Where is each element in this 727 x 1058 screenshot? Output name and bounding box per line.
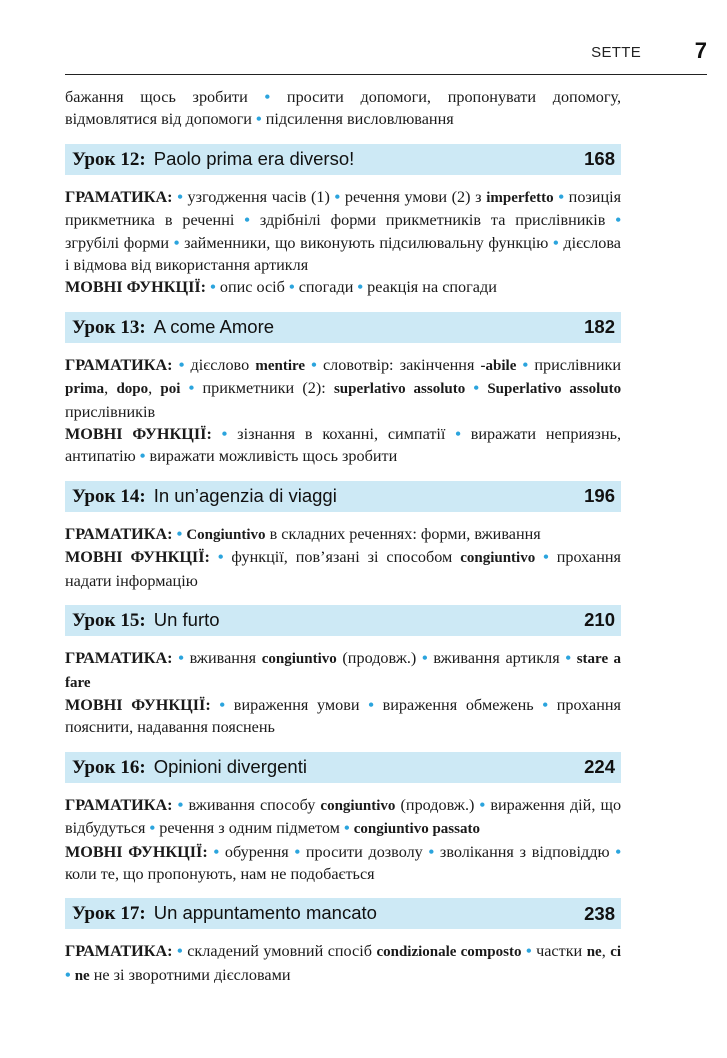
lesson-title: A come Amore: [153, 315, 275, 337]
lesson-page: 224: [584, 756, 615, 778]
bullet-icon: •: [244, 211, 250, 230]
bullet-icon: •: [178, 649, 184, 668]
bullet-icon: •: [210, 278, 216, 297]
bullet-icon: •: [343, 819, 350, 838]
lesson-grammar: ГРАМАТИКА: • вживання способу congiuntivo (продовж.) • вираження дій, що відбудуться • речення з одним підметом • congiuntivo passato МОВНІ ФУНКЦІЇ: • обурення • просити дозволу • зволікання з відповіддю • коли те, що пропонують, нам не подобається: [65, 795, 622, 883]
bullet-icon: •: [213, 842, 220, 861]
lesson-grammar: ГРАМАТИКА: • узгодження часів (1) • речення умови (2) з imperfetto • позиція прикметника в реченні • здрібнілі форми прикметників та прислівників • згрубілі форми • займенники, що виконують підсилювальну функцію • дієслова і відмова від використання артикля МОВНІ ФУНКЦІЇ: • опис осіб • спогади • реакція на спогади: [65, 187, 622, 297]
lesson-heading[interactable]: [65, 144, 621, 175]
lesson-word: Урок: [72, 148, 116, 170]
lesson-heading[interactable]: [65, 605, 621, 636]
bullet-icon: •: [479, 795, 486, 814]
intro-paragraph: бажання щось зробити • просити допомоги, пропонувати допомогу, відмовлятися від допомоги • підсилення висловлювання: [65, 88, 621, 129]
lesson-word: Урок: [72, 756, 116, 778]
bullet-icon: •: [294, 842, 301, 861]
bullet-icon: •: [217, 548, 224, 567]
lesson-title: In un’agenzia di viaggi: [153, 484, 337, 506]
bullet-icon: •: [177, 795, 184, 814]
lesson-grammar: ГРАМАТИКА: • Congiuntivo в складних реченнях: форми, вживання МОВНІ ФУНКЦІЇ: • функції, пов’язані зі способом congiuntivo • прохання надати інформацію: [65, 524, 621, 590]
lesson-number: 16:: [120, 756, 146, 778]
lesson-word: Урок: [72, 903, 116, 925]
bullet-icon: •: [334, 187, 341, 206]
bullet-icon: •: [428, 842, 435, 861]
lesson-title: Opinioni divergenti: [153, 755, 307, 777]
bullet-icon: •: [558, 187, 564, 206]
lesson-heading[interactable]: [65, 898, 621, 929]
lesson-heading[interactable]: [65, 481, 621, 512]
bullet-icon: •: [178, 355, 185, 374]
page-number: 7: [694, 38, 707, 63]
bullet-icon: •: [149, 819, 156, 838]
table-of-contents: [65, 86, 621, 987]
bullet-icon: •: [422, 649, 428, 668]
lesson-page: 182: [584, 316, 615, 338]
lesson-title: Un appuntamento mancato: [153, 902, 377, 924]
lesson-word: Урок: [72, 485, 116, 507]
lesson-heading[interactable]: [65, 312, 621, 343]
bullet-icon: •: [188, 379, 195, 398]
bullet-icon: •: [288, 278, 295, 297]
bullet-icon: •: [65, 965, 71, 984]
lesson-word: Урок: [72, 316, 116, 338]
bullet-icon: •: [553, 233, 559, 252]
bullet-icon: •: [565, 649, 572, 668]
bullet-icon: •: [255, 110, 262, 129]
bullet-icon: •: [473, 379, 480, 398]
bullet-icon: •: [615, 211, 622, 230]
bullet-icon: •: [522, 355, 529, 374]
lesson-page: 168: [584, 148, 615, 170]
lesson-number: 15:: [120, 609, 146, 631]
bullet-icon: •: [264, 88, 271, 106]
bullet-icon: •: [542, 695, 549, 714]
bullet-icon: •: [219, 695, 226, 714]
lesson-page: 196: [584, 485, 615, 507]
bullet-icon: •: [177, 187, 183, 206]
bullet-icon: •: [525, 942, 532, 961]
lesson-page: 238: [584, 902, 615, 924]
page-header: [65, 40, 707, 75]
lesson-heading[interactable]: [65, 752, 621, 783]
bullet-icon: •: [139, 447, 146, 466]
bullet-icon: •: [543, 548, 549, 567]
bullet-icon: •: [311, 355, 317, 374]
lesson-title: Un furto: [153, 608, 220, 630]
lesson-number: 13:: [120, 316, 146, 338]
lesson-word: Урок: [72, 609, 116, 631]
bullet-icon: •: [368, 695, 374, 714]
lesson-grammar: ГРАМАТИКА: • дієслово mentire • словотвір: закінчення -abile • прислівники prima, dopo, poi • прикметники (2): superlativo assoluto • Superlativo assoluto прислівників МОВНІ ФУНКЦІЇ: • зізнання в коханні, симпатії • виражати неприязнь, антипатію • виражати можливість щось зробити: [65, 355, 622, 466]
lesson-number: 17:: [120, 903, 146, 925]
lesson-page: 210: [584, 609, 615, 631]
lesson-grammar: ГРАМАТИКА: • вживання congiuntivo (продовж.) • вживання артикля • stare a fare МОВНІ ФУНКЦІЇ: • вираження умови • вираження обмежень • прохання пояснити, надавання пояснень: [65, 649, 622, 737]
bullet-icon: •: [177, 942, 183, 961]
bullet-icon: •: [357, 278, 364, 297]
running-title: SETTE: [591, 44, 641, 61]
lesson-number: 12:: [120, 148, 146, 170]
lesson-grammar: ГРАМАТИКА: • складений умовний спосіб condizionale composto • частки ne, ci • ne не зі зворотними дієсловами: [65, 942, 622, 984]
bullet-icon: •: [173, 233, 180, 252]
lesson-number: 14:: [120, 485, 146, 507]
bullet-icon: •: [615, 842, 621, 861]
bullet-icon: •: [176, 524, 183, 543]
bullet-icon: •: [221, 425, 228, 444]
lesson-title: Paolo prima era diverso!: [153, 147, 355, 169]
bullet-icon: •: [455, 425, 461, 444]
